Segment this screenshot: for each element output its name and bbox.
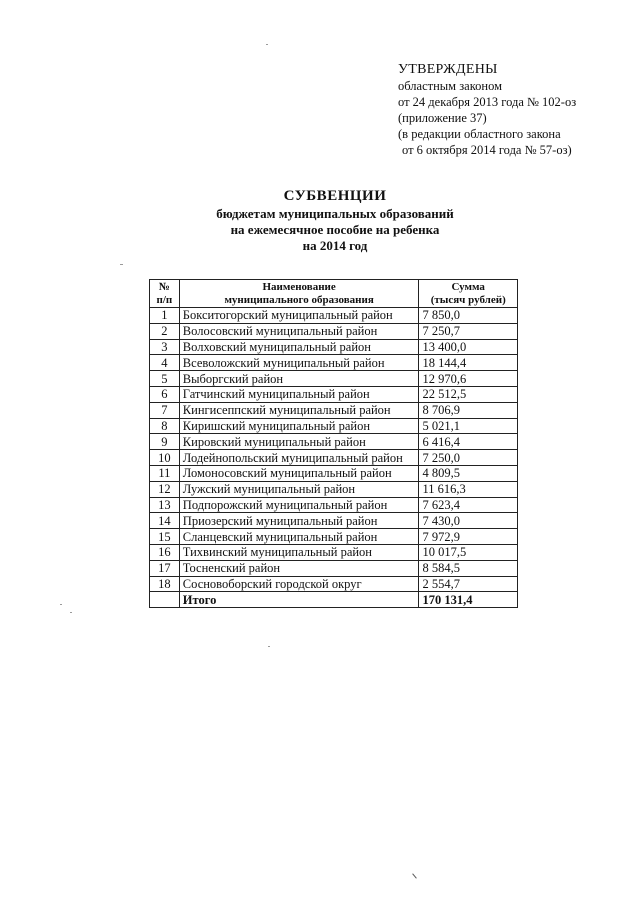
approval-line: (в редакции областного закона [398, 127, 561, 141]
row-number: 7 [150, 402, 180, 418]
row-number: 4 [150, 355, 180, 371]
title-main: СУБВЕНЦИИ [283, 188, 387, 204]
scan-speck [120, 264, 123, 265]
subvention-amount: 7 250,0 [419, 450, 518, 466]
municipality-name: Подпорожский муниципальный район [179, 497, 419, 513]
approval-line: (приложение 37) [398, 111, 487, 125]
row-number: 10 [150, 450, 180, 466]
table-row [150, 513, 518, 529]
table-row [150, 560, 518, 576]
title-line: бюджетам муниципальных образований [216, 206, 454, 221]
municipality-name: Лодейнопольский муниципальный район [179, 450, 419, 466]
subvention-amount: 4 809,5 [419, 465, 518, 481]
approval-stamp [398, 62, 576, 158]
table-row [150, 402, 518, 418]
table-row [150, 323, 518, 339]
row-number: 9 [150, 434, 180, 450]
municipality-name: Бокситогорский муниципальный район [179, 308, 419, 324]
row-number: 18 [150, 576, 180, 592]
table-row [150, 339, 518, 355]
municipality-name: Всеволожский муниципальный район [179, 355, 419, 371]
table-row [150, 371, 518, 387]
scan-speck [412, 873, 417, 878]
subvention-amount: 7 623,4 [419, 497, 518, 513]
total-label: Итого [179, 592, 419, 608]
row-number: 12 [150, 481, 180, 497]
subventions-table [149, 279, 518, 608]
title-line: на ежемесячное пособие на ребенка [230, 222, 440, 237]
municipality-name: Волховский муниципальный район [179, 339, 419, 355]
table-row [150, 544, 518, 560]
subvention-amount: 11 616,3 [419, 481, 518, 497]
municipality-name: Волосовский муниципальный район [179, 323, 419, 339]
subvention-amount: 7 972,9 [419, 529, 518, 545]
row-number: 8 [150, 418, 180, 434]
document-title [140, 186, 530, 254]
table-row [150, 418, 518, 434]
approval-line: от 6 октября 2014 года № 57-оз) [402, 143, 572, 157]
table-row [150, 450, 518, 466]
row-number: 2 [150, 323, 180, 339]
municipality-name: Сланцевский муниципальный район [179, 529, 419, 545]
row-number: 1 [150, 308, 180, 324]
subvention-amount: 8 584,5 [419, 560, 518, 576]
scan-speck [266, 44, 268, 45]
row-number: 15 [150, 529, 180, 545]
subvention-amount: 18 144,4 [419, 355, 518, 371]
subvention-amount: 10 017,5 [419, 544, 518, 560]
title-line: на 2014 год [302, 238, 368, 253]
approval-heading: УТВЕРЖДЕНЫ [398, 62, 498, 77]
subvention-amount: 6 416,4 [419, 434, 518, 450]
table-row [150, 576, 518, 592]
header-amount: Сумма (тысяч рублей) [419, 280, 518, 308]
municipality-name: Тосненский район [179, 560, 419, 576]
row-number: 17 [150, 560, 180, 576]
scan-speck [268, 646, 270, 647]
municipality-name: Сосновоборский городской округ [179, 576, 419, 592]
municipality-name: Кировский муниципальный район [179, 434, 419, 450]
approval-line: от 24 декабря 2013 года № 102-оз [398, 95, 577, 109]
table-header-row [150, 280, 518, 308]
scan-speck [60, 604, 62, 605]
row-number: 11 [150, 465, 180, 481]
subvention-amount: 7 430,0 [419, 513, 518, 529]
approval-line: областным законом [398, 79, 503, 93]
subvention-amount: 2 554,7 [419, 576, 518, 592]
municipality-name: Кингисеппский муниципальный район [179, 402, 419, 418]
table-row [150, 481, 518, 497]
table-row [150, 386, 518, 402]
total-amount: 170 131,4 [419, 592, 518, 608]
table-row [150, 355, 518, 371]
municipality-name: Гатчинский муниципальный район [179, 386, 419, 402]
municipality-name: Киришский муниципальный район [179, 418, 419, 434]
municipality-name: Тихвинский муниципальный район [179, 544, 419, 560]
row-number: 16 [150, 544, 180, 560]
header-number: № п/п [150, 280, 180, 308]
table-row [150, 465, 518, 481]
scan-speck [70, 612, 72, 613]
table-row [150, 497, 518, 513]
row-number: 14 [150, 513, 180, 529]
total-number-cell [150, 592, 180, 608]
table-row [150, 308, 518, 324]
municipality-name: Ломоносовский муниципальный район [179, 465, 419, 481]
total-row [150, 592, 518, 608]
row-number: 3 [150, 339, 180, 355]
table-row [150, 529, 518, 545]
subvention-amount: 13 400,0 [419, 339, 518, 355]
subvention-amount: 12 970,6 [419, 371, 518, 387]
municipality-name: Лужский муниципальный район [179, 481, 419, 497]
subvention-amount: 7 250,7 [419, 323, 518, 339]
subvention-amount: 22 512,5 [419, 386, 518, 402]
row-number: 13 [150, 497, 180, 513]
subvention-amount: 5 021,1 [419, 418, 518, 434]
municipality-name: Приозерский муниципальный район [179, 513, 419, 529]
header-name: Наименование муниципального образования [179, 280, 419, 308]
row-number: 5 [150, 371, 180, 387]
subvention-amount: 7 850,0 [419, 308, 518, 324]
subvention-amount: 8 706,9 [419, 402, 518, 418]
municipality-name: Выборгский район [179, 371, 419, 387]
row-number: 6 [150, 386, 180, 402]
table-row [150, 434, 518, 450]
